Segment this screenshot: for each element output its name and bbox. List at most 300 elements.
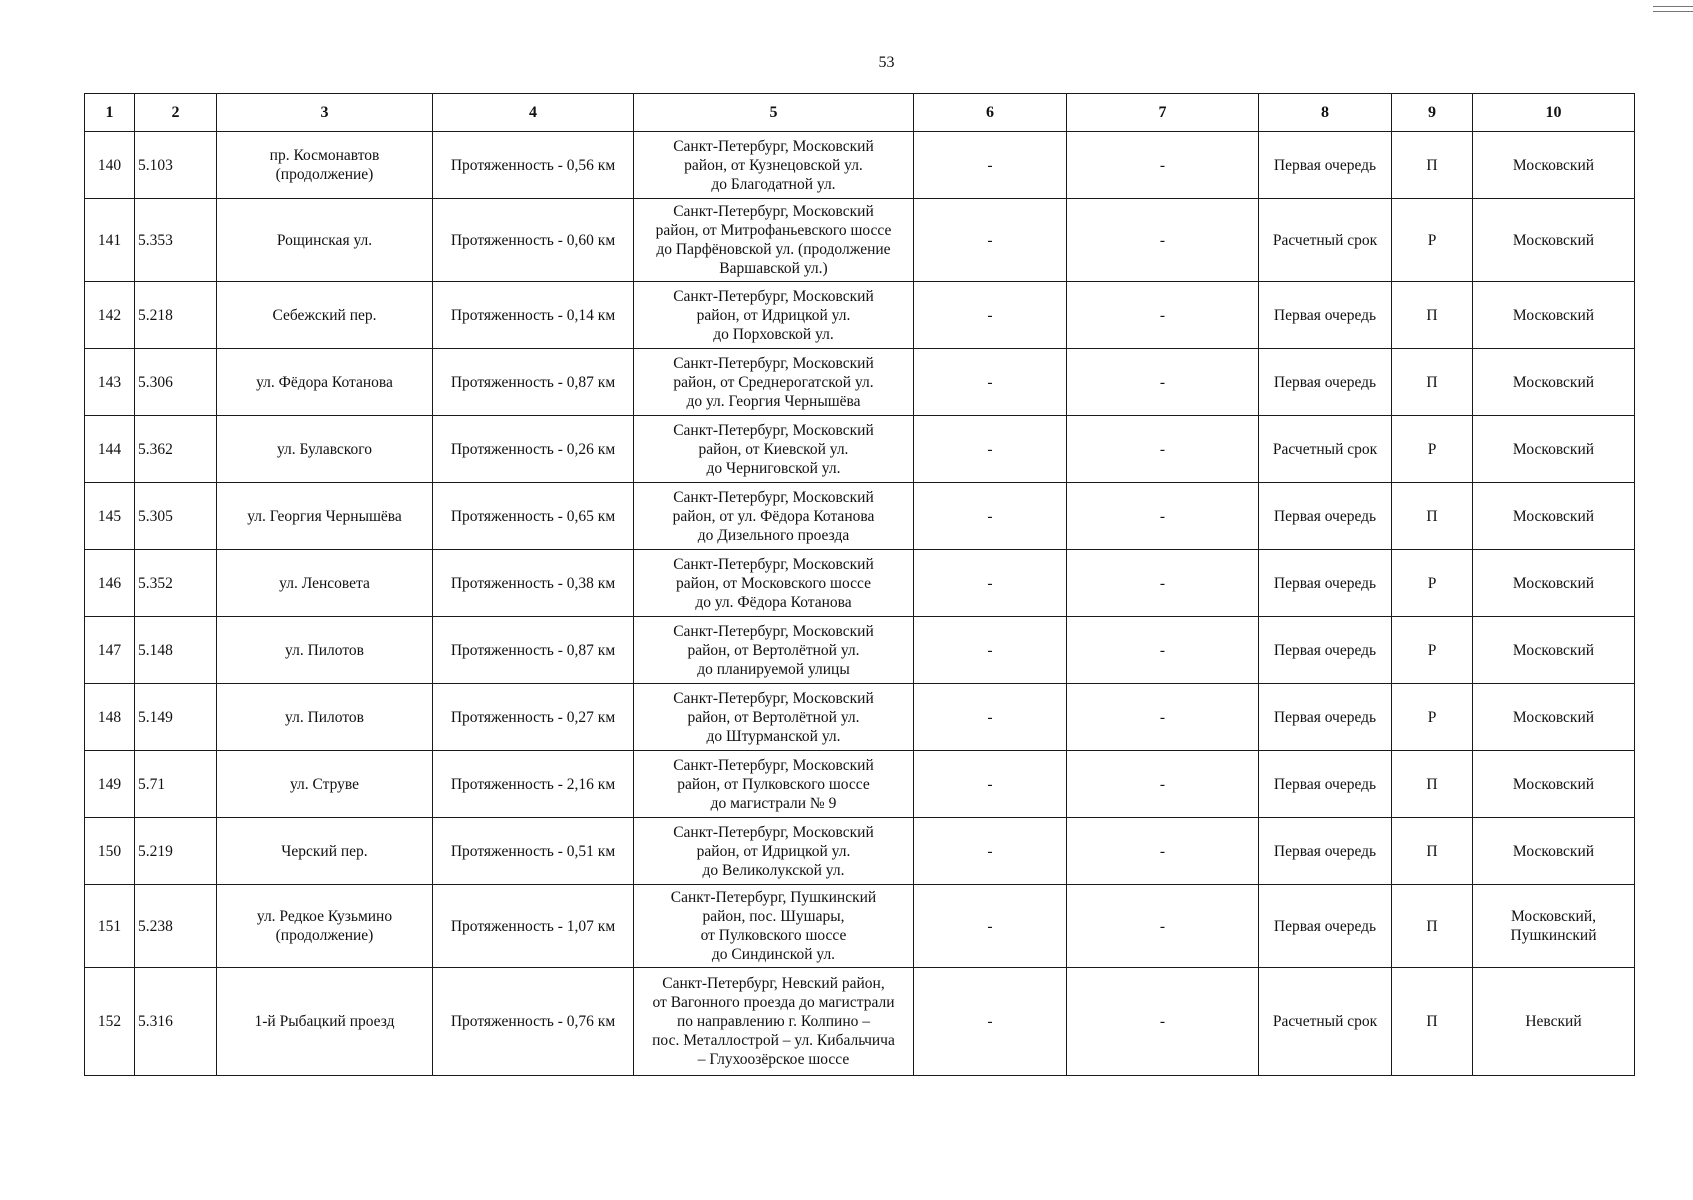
type-cell xyxy=(1392,199,1473,282)
location-line: Санкт-Петербург, Московский xyxy=(673,287,874,305)
type-cell xyxy=(1392,282,1473,349)
type-value: П xyxy=(1426,373,1438,391)
code-cell xyxy=(135,416,217,483)
street-name-cell xyxy=(217,885,433,968)
col7-value: - xyxy=(1159,156,1166,174)
length-cell xyxy=(433,483,634,550)
col6-cell xyxy=(914,818,1067,885)
row-number-cell xyxy=(85,751,135,818)
col7-cell xyxy=(1067,483,1259,550)
location-line: до Парфёновской ул. (продолжение xyxy=(656,241,891,258)
header-col-4: 4 xyxy=(433,94,634,132)
location-line: до Синдинской ул. xyxy=(711,946,836,963)
row-number: 151 xyxy=(97,917,122,935)
location-line: Санкт-Петербург, Московский xyxy=(673,203,874,220)
table-row xyxy=(85,282,1635,349)
col6-cell xyxy=(914,132,1067,199)
location-line: до Благодатной ул. xyxy=(711,175,836,193)
location-line: до Черниговской ул. xyxy=(706,459,841,477)
district-cell xyxy=(1473,968,1635,1076)
object-code: 5.316 xyxy=(138,1013,173,1030)
location-line: Санкт-Петербург, Московский xyxy=(673,354,874,372)
code-cell xyxy=(135,199,217,282)
code-cell xyxy=(135,885,217,968)
street-name-line: ул. Ленсовета xyxy=(279,574,370,592)
location-line: район, от Московского шоссе xyxy=(676,574,871,592)
row-number: 149 xyxy=(97,775,122,793)
stage-value: Первая очередь xyxy=(1273,306,1377,324)
location-line: Санкт-Петербург, Московский xyxy=(673,137,874,155)
stage-cell xyxy=(1259,617,1392,684)
row-number-cell xyxy=(85,684,135,751)
location-line: до ул. Георгия Чернышёва xyxy=(686,392,861,410)
type-cell xyxy=(1392,885,1473,968)
street-name-cell xyxy=(217,818,433,885)
col7-cell xyxy=(1067,617,1259,684)
row-number-cell xyxy=(85,483,135,550)
table-row xyxy=(85,818,1635,885)
street-name-cell xyxy=(217,617,433,684)
type-cell xyxy=(1392,751,1473,818)
location-line: район, от Кузнецовской ул. xyxy=(684,156,863,174)
table-row xyxy=(85,550,1635,617)
object-code: 5.103 xyxy=(138,156,173,174)
header-col-3: 3 xyxy=(217,94,433,132)
street-name-line: (продолжение) xyxy=(275,927,374,944)
row-number: 144 xyxy=(97,440,122,458)
stage-cell xyxy=(1259,483,1392,550)
stage-value: Расчетный срок xyxy=(1272,440,1378,458)
table-row xyxy=(85,617,1635,684)
location-line: пос. Металлострой – ул. Кибальчича xyxy=(652,1032,895,1049)
col7-value: - xyxy=(1159,507,1166,525)
length-cell xyxy=(433,751,634,818)
object-code: 5.305 xyxy=(138,507,173,525)
length-value: Протяженность - 1,07 км xyxy=(450,917,616,935)
location-line: по направлению г. Колпино – xyxy=(676,1013,871,1030)
type-cell xyxy=(1392,416,1473,483)
col7-value: - xyxy=(1159,775,1166,793)
location-line: от Пулковского шоссе xyxy=(700,927,847,944)
col6-cell xyxy=(914,349,1067,416)
street-name-line: ул. Редкое Кузьмино xyxy=(256,908,393,925)
district-line: Московский xyxy=(1512,574,1595,592)
row-number: 143 xyxy=(97,373,122,391)
type-value: П xyxy=(1426,156,1438,174)
col6-value: - xyxy=(987,708,993,726)
location-line: Санкт-Петербург, Пушкинский xyxy=(670,889,877,906)
street-name-line: Черский пер. xyxy=(281,842,368,860)
col7-cell xyxy=(1067,199,1259,282)
street-name-cell xyxy=(217,349,433,416)
location-line: Санкт-Петербург, Московский xyxy=(673,555,874,573)
object-code: 5.71 xyxy=(138,775,166,793)
stage-value: Первая очередь xyxy=(1273,156,1377,174)
header-col-8: 8 xyxy=(1259,94,1392,132)
header-col-9: 9 xyxy=(1392,94,1473,132)
stage-value: Расчетный срок xyxy=(1272,231,1378,249)
col6-value: - xyxy=(987,156,993,174)
row-number-cell xyxy=(85,818,135,885)
street-name-cell xyxy=(217,684,433,751)
location-cell xyxy=(634,282,914,349)
col6-cell xyxy=(914,282,1067,349)
location-cell xyxy=(634,349,914,416)
length-cell xyxy=(433,132,634,199)
length-value: Протяженность - 0,26 км xyxy=(450,440,616,458)
location-line: Санкт-Петербург, Московский xyxy=(673,756,874,774)
row-number: 140 xyxy=(97,156,122,174)
col7-cell xyxy=(1067,684,1259,751)
col6-value: - xyxy=(987,507,993,525)
district-line: Московский xyxy=(1512,775,1595,793)
district-cell xyxy=(1473,349,1635,416)
col7-cell xyxy=(1067,132,1259,199)
street-name-line: 1-й Рыбацкий проезд xyxy=(254,1013,395,1030)
type-cell xyxy=(1392,550,1473,617)
col7-cell xyxy=(1067,818,1259,885)
row-number: 141 xyxy=(97,231,122,249)
length-cell xyxy=(433,684,634,751)
district-line: Московский xyxy=(1512,440,1595,458)
street-name-line: ул. Пилотов xyxy=(285,708,364,726)
district-line: Московский xyxy=(1512,156,1595,174)
code-cell xyxy=(135,282,217,349)
location-line: – Глухоозёрское шоссе xyxy=(697,1051,850,1068)
length-value: Протяженность - 0,60 км xyxy=(450,231,616,249)
district-line: Московский xyxy=(1512,641,1595,659)
row-number-cell xyxy=(85,282,135,349)
street-name-line: ул. Струве xyxy=(289,775,360,793)
col6-value: - xyxy=(987,917,993,935)
street-name-cell xyxy=(217,483,433,550)
type-value: Р xyxy=(1427,231,1437,249)
district-cell xyxy=(1473,617,1635,684)
district-cell xyxy=(1473,199,1635,282)
col6-cell xyxy=(914,885,1067,968)
stage-cell xyxy=(1259,199,1392,282)
header-col-1: 1 xyxy=(85,94,135,132)
location-line: Санкт-Петербург, Московский xyxy=(673,421,874,439)
length-cell xyxy=(433,550,634,617)
street-name-cell xyxy=(217,968,433,1076)
type-cell xyxy=(1392,684,1473,751)
street-name-cell xyxy=(217,132,433,199)
col6-value: - xyxy=(987,574,993,592)
stage-cell xyxy=(1259,751,1392,818)
length-value: Протяженность - 0,87 км xyxy=(450,373,616,391)
street-name-line: пр. Космонавтов xyxy=(269,147,380,164)
col6-value: - xyxy=(987,373,993,391)
length-value: Протяженность - 2,16 км xyxy=(450,775,616,793)
type-cell xyxy=(1392,617,1473,684)
length-value: Протяженность - 0,87 км xyxy=(450,641,616,659)
object-code: 5.362 xyxy=(138,440,173,458)
type-value: П xyxy=(1426,842,1438,860)
row-number-cell xyxy=(85,199,135,282)
location-cell xyxy=(634,132,914,199)
length-cell xyxy=(433,968,634,1076)
street-name-line: (продолжение) xyxy=(275,166,374,183)
stage-value: Первая очередь xyxy=(1273,708,1377,726)
col7-value: - xyxy=(1159,306,1166,324)
col7-cell xyxy=(1067,416,1259,483)
stage-cell xyxy=(1259,132,1392,199)
district-line: Московский xyxy=(1512,306,1595,324)
location-line: Санкт-Петербург, Московский xyxy=(673,622,874,640)
col7-value: - xyxy=(1159,231,1166,249)
street-name-line: ул. Георгия Чернышёва xyxy=(247,507,402,525)
col6-cell xyxy=(914,483,1067,550)
col7-cell xyxy=(1067,968,1259,1076)
col6-cell xyxy=(914,199,1067,282)
col6-value: - xyxy=(987,440,993,458)
code-cell xyxy=(135,751,217,818)
col7-value: - xyxy=(1159,917,1166,935)
location-line: до Штурманской ул. xyxy=(706,727,841,745)
stage-value: Первая очередь xyxy=(1273,574,1377,592)
col6-cell xyxy=(914,684,1067,751)
col7-cell xyxy=(1067,550,1259,617)
table-row xyxy=(85,885,1635,968)
type-value: П xyxy=(1426,917,1438,935)
stage-cell xyxy=(1259,968,1392,1076)
table-row xyxy=(85,483,1635,550)
header-col-6: 6 xyxy=(914,94,1067,132)
col6-value: - xyxy=(987,842,993,860)
col6-value: - xyxy=(987,1013,993,1030)
length-cell xyxy=(433,349,634,416)
length-cell xyxy=(433,617,634,684)
code-cell xyxy=(135,483,217,550)
code-cell xyxy=(135,349,217,416)
street-name-cell xyxy=(217,416,433,483)
stage-cell xyxy=(1259,550,1392,617)
location-line: район, от Киевской ул. xyxy=(698,440,849,458)
length-value: Протяженность - 0,76 км xyxy=(450,1013,616,1030)
length-cell xyxy=(433,282,634,349)
col7-value: - xyxy=(1159,1013,1166,1030)
type-cell xyxy=(1392,968,1473,1076)
district-cell xyxy=(1473,550,1635,617)
location-line: район, от Идрицкой ул. xyxy=(696,306,851,324)
location-line: район, от Митрофаньевского шоссе xyxy=(655,222,892,239)
location-line: от Вагонного проезда до магистрали xyxy=(652,994,895,1011)
header-col-7: 7 xyxy=(1067,94,1259,132)
location-line: до планируемой улицы xyxy=(697,660,850,678)
stage-value: Первая очередь xyxy=(1273,373,1377,391)
table-row xyxy=(85,199,1635,282)
row-number: 145 xyxy=(97,507,122,525)
row-number-cell xyxy=(85,550,135,617)
row-number: 142 xyxy=(97,306,122,324)
street-name-line: Рощинская ул. xyxy=(276,231,373,249)
location-line: район, от Среднерогатской ул. xyxy=(673,373,874,391)
location-line: Санкт-Петербург, Московский xyxy=(673,689,874,707)
location-line: Санкт-Петербург, Московский xyxy=(673,488,874,506)
col7-cell xyxy=(1067,282,1259,349)
district-cell xyxy=(1473,282,1635,349)
length-cell xyxy=(433,199,634,282)
district-line: Московский xyxy=(1512,507,1595,525)
location-cell xyxy=(634,818,914,885)
header-row xyxy=(85,94,1635,132)
location-cell xyxy=(634,199,914,282)
length-cell xyxy=(433,416,634,483)
district-cell xyxy=(1473,885,1635,968)
col7-value: - xyxy=(1159,842,1166,860)
col7-value: - xyxy=(1159,373,1166,391)
location-line: Варшавской ул.) xyxy=(719,260,828,277)
col6-cell xyxy=(914,550,1067,617)
col7-value: - xyxy=(1159,708,1166,726)
street-name-line: ул. Булавского xyxy=(276,440,373,458)
district-line: Московский xyxy=(1512,708,1595,726)
object-code: 5.218 xyxy=(138,306,173,324)
object-code: 5.306 xyxy=(138,373,173,391)
street-name-cell xyxy=(217,199,433,282)
location-cell xyxy=(634,684,914,751)
col6-cell xyxy=(914,416,1067,483)
district-cell xyxy=(1473,132,1635,199)
col6-value: - xyxy=(987,775,993,793)
district-line: Московский xyxy=(1512,231,1595,249)
type-value: П xyxy=(1426,507,1438,525)
location-line: район, пос. Шушары, xyxy=(702,908,845,925)
location-cell xyxy=(634,617,914,684)
row-number: 152 xyxy=(97,1013,122,1030)
type-value: П xyxy=(1426,775,1438,793)
length-value: Протяженность - 0,14 км xyxy=(450,306,616,324)
location-line: до Дизельного проезда xyxy=(697,526,850,544)
stage-value: Первая очередь xyxy=(1273,917,1377,935)
district-line: Невский xyxy=(1525,1013,1582,1030)
type-value: Р xyxy=(1427,574,1437,592)
location-line: до магистрали № 9 xyxy=(710,794,837,812)
location-line: район, от ул. Фёдора Котанова xyxy=(672,507,875,525)
row-number: 146 xyxy=(97,574,122,592)
header-col-2: 2 xyxy=(135,94,217,132)
object-code: 5.148 xyxy=(138,641,173,659)
col6-value: - xyxy=(987,306,993,324)
location-line: до ул. Фёдора Котанова xyxy=(695,593,852,611)
type-value: Р xyxy=(1427,440,1437,458)
district-line: Московский xyxy=(1512,373,1595,391)
length-value: Протяженность - 0,56 км xyxy=(450,156,616,174)
type-cell xyxy=(1392,349,1473,416)
page-number: 53 xyxy=(878,54,895,71)
code-cell xyxy=(135,132,217,199)
stage-cell xyxy=(1259,885,1392,968)
code-cell xyxy=(135,968,217,1076)
street-name-line: ул. Пилотов xyxy=(285,641,364,659)
location-cell xyxy=(634,416,914,483)
table-header xyxy=(85,94,1635,132)
row-number-cell xyxy=(85,416,135,483)
stage-cell xyxy=(1259,416,1392,483)
col6-value: - xyxy=(987,641,993,659)
row-number: 150 xyxy=(97,842,122,860)
row-number-cell xyxy=(85,349,135,416)
object-code: 5.353 xyxy=(138,231,173,249)
type-value: П xyxy=(1426,306,1438,324)
length-value: Протяженность - 0,51 км xyxy=(450,842,616,860)
length-value: Протяженность - 0,27 км xyxy=(450,708,616,726)
district-line: Пушкинский xyxy=(1510,927,1597,944)
object-code: 5.238 xyxy=(138,917,173,935)
district-line: Московский xyxy=(1512,842,1595,860)
district-line: Московский, xyxy=(1510,908,1596,925)
location-line: район, от Идрицкой ул. xyxy=(696,842,851,860)
col7-cell xyxy=(1067,751,1259,818)
location-line: до Великолукской ул. xyxy=(702,861,845,879)
row-number-cell xyxy=(85,885,135,968)
col7-cell xyxy=(1067,349,1259,416)
type-cell xyxy=(1392,132,1473,199)
street-name-cell xyxy=(217,550,433,617)
table-row xyxy=(85,684,1635,751)
location-cell xyxy=(634,885,914,968)
location-line: район, от Вертолётной ул. xyxy=(687,708,860,726)
street-name-line: Себежский пер. xyxy=(272,306,377,324)
row-number-cell xyxy=(85,617,135,684)
type-value: П xyxy=(1426,1013,1438,1030)
corner-mark xyxy=(1653,6,1693,16)
object-code: 5.352 xyxy=(138,574,173,592)
district-cell xyxy=(1473,751,1635,818)
street-registry-table xyxy=(84,93,1635,1076)
location-cell xyxy=(634,483,914,550)
table-row xyxy=(85,132,1635,199)
type-value: Р xyxy=(1427,708,1437,726)
stage-cell xyxy=(1259,282,1392,349)
stage-cell xyxy=(1259,684,1392,751)
stage-value: Первая очередь xyxy=(1273,507,1377,525)
code-cell xyxy=(135,617,217,684)
type-cell xyxy=(1392,483,1473,550)
col7-value: - xyxy=(1159,641,1166,659)
row-number: 148 xyxy=(97,708,122,726)
col6-value: - xyxy=(987,231,993,249)
table-row xyxy=(85,416,1635,483)
street-name-line: ул. Фёдора Котанова xyxy=(256,373,393,391)
stage-value: Первая очередь xyxy=(1273,842,1377,860)
table-body xyxy=(85,132,1635,1076)
location-cell xyxy=(634,968,914,1076)
object-code: 5.219 xyxy=(138,842,173,860)
object-code: 5.149 xyxy=(138,708,173,726)
col6-cell xyxy=(914,751,1067,818)
street-name-cell xyxy=(217,282,433,349)
location-line: Санкт-Петербург, Московский xyxy=(673,823,874,841)
header-col-5: 5 xyxy=(634,94,914,132)
code-cell xyxy=(135,550,217,617)
table-row xyxy=(85,968,1635,1076)
stage-value: Первая очередь xyxy=(1273,641,1377,659)
type-cell xyxy=(1392,818,1473,885)
district-cell xyxy=(1473,684,1635,751)
col6-cell xyxy=(914,968,1067,1076)
row-number-cell xyxy=(85,132,135,199)
location-cell xyxy=(634,550,914,617)
length-cell xyxy=(433,818,634,885)
location-cell xyxy=(634,751,914,818)
col7-value: - xyxy=(1159,440,1166,458)
col7-cell xyxy=(1067,885,1259,968)
stage-value: Расчетный срок xyxy=(1272,1013,1378,1030)
header-col-10: 10 xyxy=(1473,94,1635,132)
location-line: Санкт-Петербург, Невский район, xyxy=(662,975,885,992)
